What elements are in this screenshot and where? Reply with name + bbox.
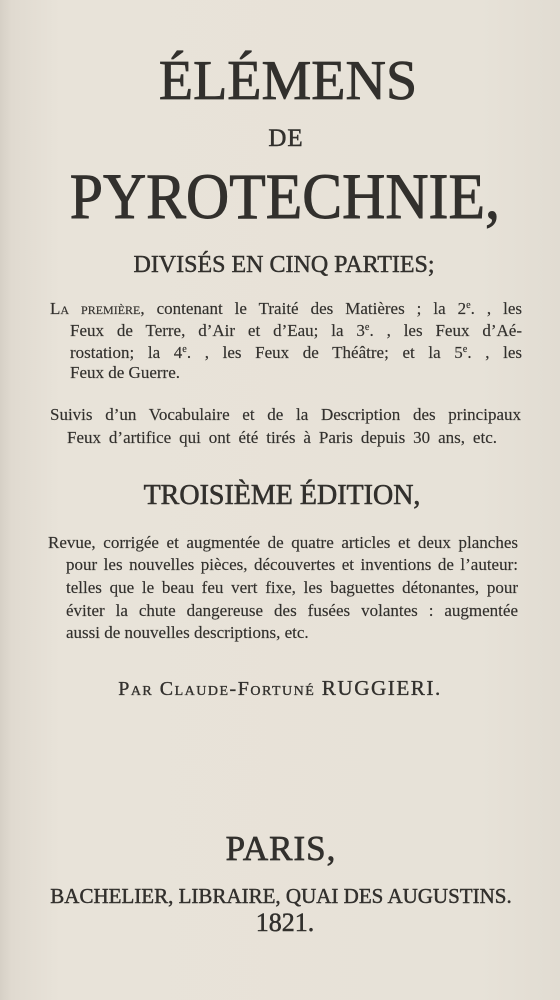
author-name: RUGGIERI. [321,676,442,700]
parts-text: . , les Feux d’Aé- [369,321,522,340]
parts-text: rostation; la 4 [70,343,183,362]
edition-heading: TROISIÈME ÉDITION, [143,480,421,511]
imprint-city: PARIS, [225,829,337,868]
imprint-year: 1821. [255,908,315,937]
parts-text: . , les [467,343,522,362]
parts-line [70,343,522,363]
parts-lead-small-caps: La première [50,299,141,318]
title-word-de: DE [268,125,304,152]
parts-text: Feux de Guerre. [70,363,180,382]
author-prefix: Par Claude-Fortuné [118,678,316,700]
edition-note-line: aussi de nouvelles descriptions, etc. [66,623,309,642]
edition-note-line: Revue, corrigée et augmentée de quatre articles et deux planches [48,533,518,552]
ordinal-superscript: e [466,299,471,311]
description-line: Feux d’artifice qui ont été tirés à Paris depuis 30 ans, etc. [67,428,497,447]
parts-text: . , les Feux de Théâtre; et la 5 [186,343,463,362]
parts-text: , contenant le Traité des Matières ; la 2 [140,299,467,318]
parts-line [50,299,522,319]
ordinal-superscript: e [182,343,187,355]
parts-text: Feux de Terre, d’Air et d’Eau; la 3 [70,321,365,340]
title-word-elemens: ÉLÉMENS [158,50,418,112]
title-word-pyrotechnie [5,161,560,233]
edition-note-line: telles que le beau feu vert fixe, les baguettes détonantes, pour [66,578,518,597]
ordinal-superscript: e [462,343,468,355]
description-line: Suivis d’un Vocabulaire et de la Description des principaux [50,405,521,424]
parts-text: . , les [470,299,522,318]
edition-note-line: pour les nouvelles pièces, découvertes et inventions de l’auteur: [66,555,518,574]
imprint-publisher: BACHELIER, LIBRAIRE, QUAI DES AUGUSTINS. [50,884,512,908]
parts-line [70,321,522,341]
division-heading: DIVISÉS EN CINQ PARTIES; [133,252,435,278]
parts-line [70,363,522,383]
ordinal-superscript: e [364,321,370,333]
author-line [0,678,560,699]
title-word-pyrotechnie-text: PYROTECHNIE, [69,161,501,233]
edition-note-line: éviter la chute dangereuse des fusées volantes : augmentée [66,601,518,620]
